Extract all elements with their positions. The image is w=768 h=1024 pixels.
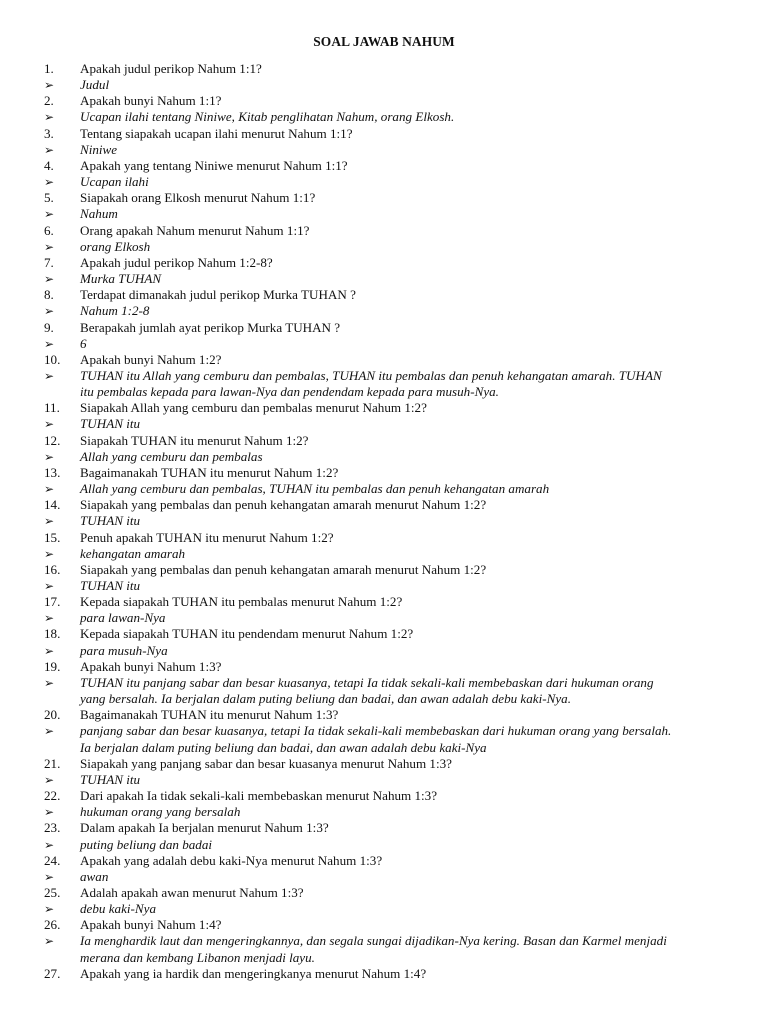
answer-text: TUHAN itu panjang sabar dan besar kuasanya, tetapi Ia tidak sekali-kali membebaskan dari hukuman orang: [80, 674, 654, 690]
arrow-bullet-icon: ➢: [44, 643, 55, 658]
answer-text: kehangatan amarah: [80, 545, 186, 561]
question-text: Siapakah yang pembalas dan penuh kehangatan amarah menurut Nahum 1:2?: [80, 497, 487, 513]
answer-row: [0, 303, 768, 319]
question-number: 2.: [44, 93, 54, 109]
question-row: [0, 223, 768, 239]
arrow-bullet-icon: ➢: [44, 611, 55, 626]
question-number: 3.: [44, 125, 54, 141]
answer-row: [0, 933, 768, 949]
question-number: 20.: [44, 707, 61, 723]
question-row: [0, 707, 768, 723]
arrow-bullet-icon: ➢: [44, 675, 55, 690]
question-row: [0, 465, 768, 481]
answer-row: [0, 869, 768, 885]
question-row: [0, 966, 768, 982]
question-row: [0, 352, 768, 368]
answer-row: [0, 610, 768, 626]
question-text: Dalam apakah Ia berjalan menurut Nahum 1:3?: [80, 820, 329, 836]
question-row: [0, 320, 768, 336]
question-text: Terdapat dimanakah judul perikop Murka TUHAN ?: [80, 287, 356, 303]
question-text: Apakah judul perikop Nahum 1:1?: [80, 61, 262, 76]
question-text: Berapakah jumlah ayat perikop Murka TUHAN ?: [80, 319, 341, 335]
answer-row: [0, 336, 768, 352]
question-number: 8.: [44, 287, 54, 303]
question-row: [0, 659, 768, 675]
arrow-bullet-icon: ➢: [44, 579, 55, 593]
question-text: Apakah bunyi Nahum 1:3?: [80, 658, 222, 674]
answer-row: [0, 449, 768, 465]
answer-text: itu pembalas kepada para lawan-Nya dan pendendam kepada para musuh-Nya.: [80, 384, 499, 400]
answer-row: [0, 723, 768, 739]
answer-row: [0, 772, 768, 788]
answer-row: [0, 804, 768, 820]
question-number: 11.: [44, 400, 60, 416]
question-number: 4.: [44, 157, 54, 173]
arrow-bullet-icon: ➢: [44, 724, 55, 739]
answer-indent: [0, 740, 80, 756]
question-row: [0, 756, 768, 772]
question-text: Kepada siapakah TUHAN itu pembalas menurut Nahum 1:2?: [80, 594, 403, 610]
question-number: 1.: [44, 61, 54, 76]
answer-text: awan: [80, 868, 109, 884]
question-number: 17.: [44, 594, 61, 610]
answer-text: Ucapan ilahi tentang Niniwe, Kitab penglihatan Nahum, orang Elkosh.: [80, 109, 455, 125]
question-row: [0, 820, 768, 836]
question-row: [0, 255, 768, 271]
answer-row: [0, 174, 768, 190]
answer-row: [0, 481, 768, 497]
question-row: [0, 885, 768, 901]
arrow-bullet-icon: ➢: [44, 546, 55, 561]
question-row: [0, 190, 768, 206]
arrow-bullet-icon: ➢: [44, 805, 55, 820]
question-text: Apakah judul perikop Nahum 1:2-8?: [80, 254, 273, 270]
arrow-bullet-icon: ➢: [44, 772, 55, 787]
answer-row: [0, 691, 768, 707]
answer-text: TUHAN itu: [80, 578, 141, 593]
answer-row: [0, 578, 768, 594]
answer-row: [0, 950, 768, 966]
arrow-bullet-icon: ➢: [44, 482, 55, 497]
answer-row: [0, 675, 768, 691]
arrow-bullet-icon: ➢: [44, 110, 55, 125]
question-text: Apakah yang adalah debu kaki-Nya menurut Nahum 1:3?: [80, 852, 383, 868]
question-number: 26.: [44, 917, 61, 933]
answer-text: TUHAN itu: [80, 416, 141, 432]
question-text: Apakah yang tentang Niniwe menurut Nahum 1:1?: [80, 157, 348, 173]
document-title: SOAL JAWAB NAHUM: [313, 34, 455, 49]
question-number: 9.: [44, 319, 54, 335]
answer-text: Judul: [80, 77, 110, 93]
question-number: 6.: [44, 222, 54, 238]
answer-text: para musuh-Nya: [80, 642, 168, 658]
question-row: [0, 788, 768, 804]
answer-text: Ia menghardik laut dan mengeringkannya, dan segala sungai dijadikan-Nya kering. Basan dan Karmel menjadi: [80, 933, 667, 949]
question-number: 10.: [44, 351, 61, 367]
question-row: [0, 287, 768, 303]
question-text: Penuh apakah TUHAN itu menurut Nahum 1:2?: [80, 529, 334, 545]
question-number: 27.: [44, 965, 61, 981]
answer-text: 6: [80, 335, 87, 351]
question-text: Siapakah TUHAN itu menurut Nahum 1:2?: [80, 432, 309, 448]
arrow-bullet-icon: ➢: [44, 142, 55, 157]
question-number: 5.: [44, 190, 54, 206]
answer-row: [0, 384, 768, 400]
answer-text: Murka TUHAN: [80, 271, 162, 287]
arrow-bullet-icon: ➢: [44, 869, 55, 884]
question-number: 14.: [44, 497, 61, 513]
question-text: Adalah apakah awan menurut Nahum 1:3?: [80, 884, 304, 900]
question-number: 18.: [44, 626, 61, 642]
answer-row: [0, 901, 768, 917]
answer-text: Allah yang cemburu dan pembalas, TUHAN itu pembalas dan penuh kehangatan amarah: [80, 481, 550, 497]
arrow-bullet-icon: ➢: [44, 902, 55, 917]
arrow-bullet-icon: ➢: [44, 175, 55, 190]
arrow-bullet-icon: ➢: [44, 837, 55, 852]
question-number: 23.: [44, 820, 61, 836]
question-number: 19.: [44, 658, 61, 674]
arrow-bullet-icon: ➢: [44, 239, 55, 254]
question-text: Orang apakah Nahum menurut Nahum 1:1?: [80, 222, 310, 238]
arrow-bullet-icon: ➢: [44, 449, 55, 464]
question-row: [0, 530, 768, 546]
answer-row: [0, 271, 768, 287]
answer-row: [0, 416, 768, 432]
answer-indent: [0, 384, 80, 400]
question-text: Apakah bunyi Nahum 1:1?: [80, 93, 222, 109]
arrow-bullet-icon: ➢: [44, 272, 55, 287]
question-row: [0, 497, 768, 513]
answer-row: [0, 368, 768, 384]
answer-indent: [0, 950, 80, 966]
question-row: [0, 626, 768, 642]
question-text: Kepada siapakah TUHAN itu pendendam menurut Nahum 1:2?: [80, 626, 414, 642]
arrow-bullet-icon: ➢: [44, 304, 55, 319]
answer-row: [0, 142, 768, 158]
answer-row: [0, 740, 768, 756]
answer-text: TUHAN itu Allah yang cemburu dan pembalas, TUHAN itu pembalas dan penuh kehangatan amarah. TUHAN: [80, 367, 662, 383]
answer-text: Ia berjalan dalam puting beliung dan badai, dan awan adalah debu kaki-Nya: [80, 739, 487, 755]
answer-text: puting beliung dan badai: [80, 836, 213, 852]
answer-row: [0, 643, 768, 659]
question-row: [0, 93, 768, 109]
arrow-bullet-icon: ➢: [44, 336, 55, 351]
question-text: Siapakah orang Elkosh menurut Nahum 1:1?: [80, 190, 316, 206]
answer-row: [0, 546, 768, 562]
question-text: Bagaimanakah TUHAN itu menurut Nahum 1:2?: [80, 464, 339, 480]
arrow-bullet-icon: ➢: [44, 514, 55, 529]
answer-text: Nahum 1:2-8: [80, 303, 150, 319]
answer-text: para lawan-Nya: [80, 610, 166, 626]
arrow-bullet-icon: ➢: [44, 934, 55, 949]
question-text: Apakah yang ia hardik dan mengeringkanya menurut Nahum 1:4?: [80, 965, 427, 981]
question-number: 25.: [44, 884, 61, 900]
arrow-bullet-icon: ➢: [44, 417, 55, 432]
answer-text: hukuman orang yang bersalah: [80, 804, 241, 820]
answer-row: [0, 837, 768, 853]
question-row: [0, 61, 768, 77]
question-row: [0, 158, 768, 174]
question-row: [0, 853, 768, 869]
answer-indent: [0, 691, 80, 707]
answer-text: Ucapan ilahi: [80, 174, 149, 190]
question-text: Siapakah yang panjang sabar dan besar kuasanya menurut Nahum 1:3?: [80, 755, 452, 771]
answer-row: [0, 513, 768, 529]
answer-row: [0, 206, 768, 222]
answer-text: TUHAN itu: [80, 771, 141, 787]
answer-text: orang Elkosh: [80, 238, 151, 254]
question-number: 7.: [44, 254, 54, 270]
answer-row: [0, 77, 768, 93]
answer-text: debu kaki-Nya: [80, 901, 156, 917]
question-text: Apakah bunyi Nahum 1:2?: [80, 351, 222, 367]
answer-text: Niniwe: [80, 141, 118, 157]
question-number: 22.: [44, 788, 61, 804]
answer-text: TUHAN itu: [80, 513, 141, 529]
question-row: [0, 562, 768, 578]
question-text: Tentang siapakah ucapan ilahi menurut Nahum 1:1?: [80, 125, 353, 141]
question-number: 15.: [44, 529, 61, 545]
question-text: Apakah bunyi Nahum 1:4?: [80, 917, 222, 933]
question-row: [0, 594, 768, 610]
question-row: [0, 433, 768, 449]
question-text: Siapakah yang pembalas dan penuh kehangatan amarah menurut Nahum 1:2?: [80, 561, 487, 577]
question-text: Dari apakah Ia tidak sekali-kali membebaskan menurut Nahum 1:3?: [80, 788, 438, 804]
question-number: 13.: [44, 464, 61, 480]
arrow-bullet-icon: ➢: [44, 368, 55, 383]
question-text: Siapakah Allah yang cemburu dan pembalas menurut Nahum 1:2?: [80, 400, 427, 416]
question-text: Bagaimanakah TUHAN itu menurut Nahum 1:3?: [80, 707, 339, 723]
answer-text: yang bersalah. Ia berjalan dalam puting beliung dan badai, dan awan adalah debu kaki-Nya.: [80, 691, 571, 707]
question-row: [0, 400, 768, 416]
arrow-bullet-icon: ➢: [44, 78, 55, 93]
answer-row: [0, 239, 768, 255]
question-row: [0, 917, 768, 933]
question-number: 21.: [44, 755, 61, 771]
answer-text: Nahum: [80, 206, 118, 222]
answer-text: panjang sabar dan besar kuasanya, tetapi Ia tidak sekali-kali membebaskan dari hukuman orang yang bersalah.: [80, 723, 672, 739]
qa-list: [0, 61, 768, 982]
answer-row: [0, 109, 768, 125]
answer-text: merana dan kembang Libanon menjadi layu.: [80, 949, 315, 965]
question-number: 24.: [44, 852, 61, 868]
answer-text: Allah yang cemburu dan pembalas: [80, 448, 263, 464]
question-number: 12.: [44, 432, 61, 448]
question-number: 16.: [44, 561, 61, 577]
arrow-bullet-icon: ➢: [44, 207, 55, 222]
question-row: [0, 126, 768, 142]
